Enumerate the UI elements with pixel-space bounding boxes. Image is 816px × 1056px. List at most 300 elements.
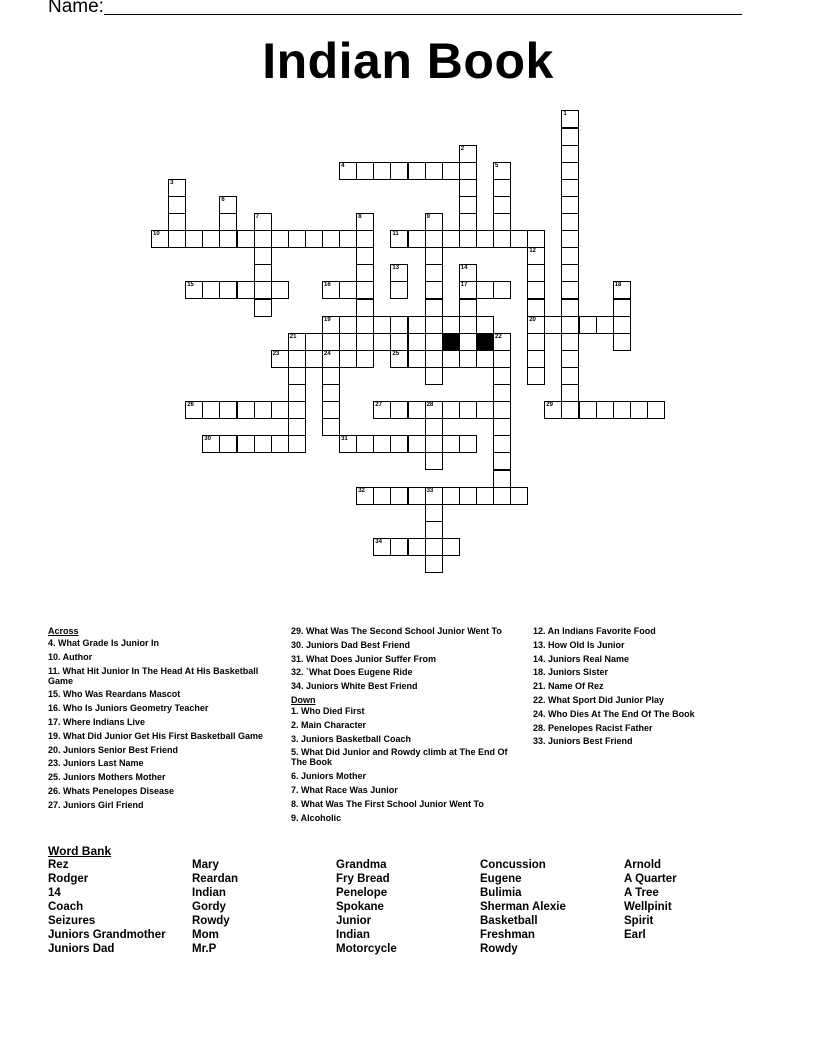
clue-item bbox=[48, 786, 270, 796]
grid-cell[interactable] bbox=[442, 401, 460, 419]
grid-cell[interactable] bbox=[647, 401, 665, 419]
clue-item-number: 4. bbox=[48, 638, 56, 648]
grid-cell[interactable] bbox=[237, 281, 255, 299]
grid-cell[interactable] bbox=[390, 401, 408, 419]
grid-cell[interactable] bbox=[219, 196, 237, 214]
grid-cell[interactable] bbox=[425, 299, 443, 317]
grid-cell[interactable] bbox=[561, 230, 579, 248]
grid-cell[interactable] bbox=[390, 162, 408, 180]
clue-item bbox=[48, 689, 270, 699]
grid-cell[interactable] bbox=[408, 350, 426, 368]
grid-cell[interactable] bbox=[408, 435, 426, 453]
grid-cell[interactable] bbox=[322, 230, 340, 248]
grid-cell[interactable] bbox=[493, 418, 511, 436]
grid-cell[interactable] bbox=[527, 281, 545, 299]
grid-cell[interactable] bbox=[339, 435, 357, 453]
clue-item-text: What Was The First School Junior Went To bbox=[298, 798, 484, 809]
word-bank-column bbox=[48, 858, 166, 956]
grid-cell[interactable] bbox=[527, 230, 545, 248]
grid-cell[interactable] bbox=[425, 230, 443, 248]
grid-cell[interactable] bbox=[459, 281, 477, 299]
grid-cell[interactable] bbox=[425, 213, 443, 231]
grid-cell[interactable] bbox=[561, 299, 579, 317]
grid-cell[interactable] bbox=[271, 401, 289, 419]
clue-item-text: What Grade Is Junior In bbox=[55, 638, 160, 648]
grid-cell[interactable] bbox=[356, 299, 374, 317]
grid-cell[interactable] bbox=[408, 401, 426, 419]
clue-number: 15 bbox=[187, 282, 194, 289]
clue-item-text: Juniors Last Name bbox=[60, 758, 144, 769]
grid-cell[interactable] bbox=[305, 350, 323, 368]
clue-item bbox=[533, 626, 773, 636]
clue-item-number: 34. bbox=[291, 681, 304, 692]
grid-cell[interactable] bbox=[459, 230, 477, 248]
grid-cell[interactable] bbox=[510, 230, 528, 248]
grid-cell[interactable] bbox=[288, 230, 306, 248]
grid-cell[interactable] bbox=[185, 401, 203, 419]
grid-cell[interactable] bbox=[168, 179, 186, 197]
grid-cell[interactable] bbox=[561, 384, 579, 402]
grid-cell[interactable] bbox=[493, 452, 511, 470]
grid-cell[interactable] bbox=[390, 487, 408, 505]
grid-cell[interactable] bbox=[425, 316, 443, 334]
clue-item bbox=[533, 654, 773, 664]
grid-cell[interactable] bbox=[322, 281, 340, 299]
clue-item-number: 8. bbox=[291, 798, 299, 809]
grid-cell[interactable] bbox=[425, 162, 443, 180]
grid-cell[interactable] bbox=[493, 179, 511, 197]
clue-item-number: 9. bbox=[291, 812, 299, 823]
grid-cell[interactable] bbox=[493, 470, 511, 488]
grid-cell[interactable] bbox=[390, 435, 408, 453]
grid-cell[interactable] bbox=[613, 299, 631, 317]
grid-cell[interactable] bbox=[527, 247, 545, 265]
grid-cell[interactable] bbox=[425, 333, 443, 351]
grid-cell[interactable] bbox=[356, 435, 374, 453]
clue-item-text: What Did Junior Get His First Basketball Game bbox=[60, 730, 264, 741]
grid-cell[interactable] bbox=[408, 230, 426, 248]
grid-cell[interactable] bbox=[561, 162, 579, 180]
clue-item-number: 31. bbox=[291, 653, 304, 664]
clue-item bbox=[291, 667, 521, 677]
grid-cell[interactable] bbox=[527, 316, 545, 334]
grid-cell[interactable] bbox=[356, 230, 374, 248]
grid-cell[interactable] bbox=[459, 401, 477, 419]
grid-cell[interactable] bbox=[630, 401, 648, 419]
grid-cell[interactable] bbox=[288, 401, 306, 419]
grid-cell[interactable] bbox=[596, 401, 614, 419]
grid-cell[interactable] bbox=[322, 418, 340, 436]
grid-cell[interactable] bbox=[579, 316, 597, 334]
grid-cell[interactable] bbox=[493, 350, 511, 368]
grid-cell[interactable] bbox=[390, 281, 408, 299]
grid-cell[interactable] bbox=[425, 538, 443, 556]
grid-cell[interactable] bbox=[493, 487, 511, 505]
clue-item-text: What Race Was Junior bbox=[298, 784, 398, 795]
grid-cell[interactable] bbox=[168, 213, 186, 231]
grid-cell[interactable] bbox=[425, 435, 443, 453]
clue-item-text: Penelopes Racist Father bbox=[545, 722, 653, 733]
grid-cell[interactable] bbox=[561, 110, 579, 128]
grid-cell[interactable] bbox=[356, 247, 374, 265]
grid-cell[interactable] bbox=[527, 264, 545, 282]
grid-cell[interactable] bbox=[459, 487, 477, 505]
grid-cell[interactable] bbox=[459, 162, 477, 180]
grid-cell[interactable] bbox=[596, 316, 614, 334]
clue-item-number: 14. bbox=[533, 653, 546, 664]
grid-cell[interactable] bbox=[288, 435, 306, 453]
grid-cell[interactable] bbox=[425, 350, 443, 368]
grid-cell[interactable] bbox=[442, 162, 460, 180]
grid-cell[interactable] bbox=[373, 162, 391, 180]
clue-item-number: 6. bbox=[291, 771, 299, 782]
grid-cell[interactable] bbox=[254, 435, 272, 453]
grid-cell[interactable] bbox=[579, 401, 597, 419]
clue-number: 22 bbox=[495, 333, 502, 340]
grid-cell[interactable] bbox=[425, 367, 443, 385]
grid-cell[interactable] bbox=[373, 401, 391, 419]
grid-cell[interactable] bbox=[254, 213, 272, 231]
grid-cell[interactable] bbox=[237, 230, 255, 248]
grid-cell[interactable] bbox=[305, 230, 323, 248]
grid-cell[interactable] bbox=[442, 435, 460, 453]
grid-cell[interactable] bbox=[373, 316, 391, 334]
grid-cell[interactable] bbox=[561, 264, 579, 282]
grid-cell[interactable] bbox=[561, 350, 579, 368]
grid-cell[interactable] bbox=[476, 230, 494, 248]
grid-cell[interactable] bbox=[322, 367, 340, 385]
word-bank-word: A Tree bbox=[624, 887, 659, 899]
grid-cell[interactable] bbox=[561, 247, 579, 265]
grid-cell[interactable] bbox=[561, 213, 579, 231]
grid-cell[interactable] bbox=[373, 487, 391, 505]
grid-cell[interactable] bbox=[356, 281, 374, 299]
grid-cell[interactable] bbox=[527, 367, 545, 385]
grid-cell[interactable] bbox=[202, 281, 220, 299]
grid-cell[interactable] bbox=[356, 264, 374, 282]
clue-item-number: 5. bbox=[291, 747, 299, 758]
clue-item bbox=[48, 703, 270, 713]
grid-cell[interactable] bbox=[168, 230, 186, 248]
grid-cell[interactable] bbox=[356, 487, 374, 505]
clue-item-number: 26. bbox=[48, 785, 61, 796]
clue-item-text: Juniors Mother bbox=[298, 771, 367, 782]
grid-cell[interactable] bbox=[442, 350, 460, 368]
clue-item bbox=[533, 736, 773, 746]
word-bank-word: Penelope bbox=[336, 887, 388, 899]
grid-cell[interactable] bbox=[322, 316, 340, 334]
grid-cell[interactable] bbox=[168, 196, 186, 214]
grid-cell[interactable] bbox=[339, 316, 357, 334]
grid-cell[interactable] bbox=[219, 281, 237, 299]
grid-cell[interactable] bbox=[408, 316, 426, 334]
grid-cell[interactable] bbox=[476, 316, 494, 334]
grid-cell[interactable] bbox=[202, 435, 220, 453]
grid-cell[interactable] bbox=[613, 281, 631, 299]
clue-item-number: 23. bbox=[48, 758, 61, 769]
clue-item-text: Alcoholic bbox=[298, 812, 342, 823]
grid-cell[interactable] bbox=[459, 213, 477, 231]
grid-cell[interactable] bbox=[271, 281, 289, 299]
grid-cell[interactable] bbox=[408, 162, 426, 180]
clue-item bbox=[48, 717, 270, 727]
grid-cell[interactable] bbox=[373, 333, 391, 351]
clue-item-number: 30. bbox=[291, 639, 304, 650]
grid-cell[interactable] bbox=[425, 281, 443, 299]
grid-cell[interactable] bbox=[476, 281, 494, 299]
grid-cell[interactable] bbox=[219, 213, 237, 231]
grid-cell[interactable] bbox=[493, 196, 511, 214]
clue-number: 33 bbox=[426, 487, 434, 494]
grid-cell[interactable] bbox=[476, 487, 494, 505]
grid-cell[interactable] bbox=[493, 230, 511, 248]
grid-cell[interactable] bbox=[561, 367, 579, 385]
grid-cell[interactable] bbox=[219, 435, 237, 453]
clue-item-number: 7. bbox=[291, 784, 299, 795]
grid-cell[interactable] bbox=[288, 384, 306, 402]
clue-item bbox=[48, 666, 270, 686]
grid-cell[interactable] bbox=[459, 333, 477, 351]
grid-cell[interactable] bbox=[493, 401, 511, 419]
grid-cell[interactable] bbox=[561, 128, 579, 146]
grid-cell[interactable] bbox=[527, 299, 545, 317]
grid-cell[interactable] bbox=[459, 179, 477, 197]
clue-item-number: 11. bbox=[48, 665, 61, 676]
clue-item bbox=[48, 731, 270, 741]
clue-item-text: Main Character bbox=[298, 719, 367, 730]
grid-cell[interactable] bbox=[510, 487, 528, 505]
grid-cell[interactable] bbox=[185, 281, 203, 299]
grid-cell[interactable] bbox=[254, 281, 272, 299]
grid-cell[interactable] bbox=[613, 401, 631, 419]
grid-cell[interactable] bbox=[305, 333, 323, 351]
clue-item-number: 22. bbox=[533, 694, 546, 705]
grid-cell[interactable] bbox=[237, 435, 255, 453]
clue-number: 19 bbox=[324, 316, 331, 323]
clue-number: 9 bbox=[426, 214, 430, 220]
grid-cell[interactable] bbox=[356, 350, 374, 368]
grid-cell[interactable] bbox=[425, 401, 443, 419]
grid-cell[interactable] bbox=[425, 555, 443, 573]
grid-cell[interactable] bbox=[459, 196, 477, 214]
grid-cell[interactable] bbox=[151, 230, 169, 248]
word-bank-word: Fry Bread bbox=[336, 873, 390, 885]
clue-item-number: 24. bbox=[533, 708, 546, 719]
grid-cell[interactable] bbox=[271, 435, 289, 453]
grid-cell[interactable] bbox=[459, 299, 477, 317]
grid-cell[interactable] bbox=[459, 350, 477, 368]
grid-cell[interactable] bbox=[254, 264, 272, 282]
word-bank-word: Junior bbox=[336, 915, 372, 927]
name-label: Name: bbox=[48, 0, 104, 17]
grid-cell[interactable] bbox=[339, 350, 357, 368]
grid-cell[interactable] bbox=[493, 162, 511, 180]
grid-cell[interactable] bbox=[561, 281, 579, 299]
clue-number: 3 bbox=[170, 179, 174, 186]
grid-cell[interactable] bbox=[185, 230, 203, 248]
grid-cell[interactable] bbox=[390, 333, 408, 351]
word-bank-word: Eugene bbox=[480, 873, 522, 885]
grid-cell[interactable] bbox=[288, 333, 306, 351]
clue-number: 16 bbox=[324, 282, 331, 289]
grid-cell[interactable] bbox=[613, 316, 631, 334]
grid-cell[interactable] bbox=[425, 504, 443, 522]
grid-cell[interactable] bbox=[356, 333, 374, 351]
grid-cell[interactable] bbox=[425, 452, 443, 470]
word-bank-word: Bulimia bbox=[480, 887, 522, 899]
clue-item bbox=[533, 723, 773, 733]
clue-item bbox=[48, 652, 270, 662]
grid-cell[interactable] bbox=[288, 350, 306, 368]
word-bank-word: Motorcycle bbox=[336, 943, 397, 955]
grid-cell[interactable] bbox=[425, 418, 443, 436]
grid-cell[interactable] bbox=[442, 230, 460, 248]
clue-item-number: 20. bbox=[48, 744, 61, 755]
grid-cell[interactable] bbox=[442, 538, 460, 556]
clue-number: 27 bbox=[375, 402, 382, 409]
grid-cell[interactable] bbox=[544, 316, 562, 334]
grid-cell[interactable] bbox=[322, 350, 340, 368]
clue-item-text: Juniors White Best Friend bbox=[303, 681, 418, 692]
grid-cell[interactable] bbox=[356, 213, 374, 231]
grid-cell[interactable] bbox=[339, 162, 357, 180]
grid-cell[interactable] bbox=[459, 264, 477, 282]
word-bank-word: Indian bbox=[192, 887, 226, 899]
clues-column-2 bbox=[291, 626, 521, 826]
grid-cell[interactable] bbox=[425, 521, 443, 539]
word-bank-word: Rowdy bbox=[480, 943, 518, 955]
clue-item-number: 3. bbox=[291, 733, 299, 744]
grid-cell[interactable] bbox=[425, 247, 443, 265]
grid-cell[interactable] bbox=[254, 230, 272, 248]
clue-item-number: 25. bbox=[48, 772, 61, 783]
word-bank-word: Coach bbox=[48, 901, 84, 913]
grid-cell[interactable] bbox=[219, 230, 237, 248]
grid-cell[interactable] bbox=[442, 316, 460, 334]
grid-cell[interactable] bbox=[527, 333, 545, 351]
clue-item bbox=[291, 654, 521, 664]
grid-cell[interactable] bbox=[322, 333, 340, 351]
grid-cell[interactable] bbox=[356, 316, 374, 334]
grid-cell[interactable] bbox=[219, 401, 237, 419]
grid-cell[interactable] bbox=[561, 333, 579, 351]
grid-cell[interactable] bbox=[527, 350, 545, 368]
grid-cell[interactable] bbox=[271, 350, 289, 368]
grid-cell[interactable] bbox=[561, 145, 579, 163]
grid-cell[interactable] bbox=[254, 401, 272, 419]
clue-item bbox=[48, 800, 270, 810]
grid-cell[interactable] bbox=[561, 196, 579, 214]
grid-cell[interactable] bbox=[254, 299, 272, 317]
word-bank-word: Juniors Dad bbox=[48, 943, 115, 955]
grid-cell[interactable] bbox=[237, 401, 255, 419]
grid-cell[interactable] bbox=[493, 281, 511, 299]
clue-number: 30 bbox=[204, 436, 211, 443]
grid-cell[interactable] bbox=[373, 435, 391, 453]
grid-cell[interactable] bbox=[288, 367, 306, 385]
grid-cell[interactable] bbox=[493, 367, 511, 385]
grid-cell[interactable] bbox=[493, 333, 511, 351]
grid-cell[interactable] bbox=[390, 538, 408, 556]
grid-cell[interactable] bbox=[339, 281, 357, 299]
grid-cell[interactable] bbox=[202, 230, 220, 248]
clue-item bbox=[291, 785, 521, 795]
grid-cell[interactable] bbox=[476, 350, 494, 368]
word-bank-word: Spirit bbox=[624, 915, 654, 927]
grid-cell[interactable] bbox=[561, 401, 579, 419]
grid-cell[interactable] bbox=[493, 213, 511, 231]
grid-cell[interactable] bbox=[390, 230, 408, 248]
clue-number: 8 bbox=[358, 214, 362, 220]
grid-cell[interactable] bbox=[561, 179, 579, 197]
grid-cell[interactable] bbox=[493, 384, 511, 402]
grid-cell[interactable] bbox=[442, 487, 460, 505]
grid-cell[interactable] bbox=[390, 316, 408, 334]
clue-item bbox=[291, 734, 521, 744]
clue-item-text: Juniors Real Name bbox=[545, 653, 630, 664]
grid-cell[interactable] bbox=[339, 230, 357, 248]
grid-cell[interactable] bbox=[408, 538, 426, 556]
clue-number: 21 bbox=[289, 333, 297, 340]
clue-item bbox=[291, 681, 521, 691]
grid-cell[interactable] bbox=[613, 333, 631, 351]
clue-item-text: Juniors Dad Best Friend bbox=[303, 639, 411, 650]
clues-column-3 bbox=[533, 626, 773, 750]
clue-number: 7 bbox=[255, 214, 259, 220]
clue-item bbox=[533, 667, 773, 677]
grid-cell[interactable] bbox=[459, 316, 477, 334]
grid-cell[interactable] bbox=[493, 435, 511, 453]
grid-cell[interactable] bbox=[339, 333, 357, 351]
grid-cell[interactable] bbox=[544, 401, 562, 419]
clue-item bbox=[533, 709, 773, 719]
clue-item-text: Who Was Reardans Mascot bbox=[60, 689, 181, 700]
clue-item-number: 19. bbox=[48, 730, 61, 741]
grid-cell[interactable] bbox=[390, 350, 408, 368]
grid-cell[interactable] bbox=[425, 487, 443, 505]
grid-cell[interactable] bbox=[288, 418, 306, 436]
grid-cell[interactable] bbox=[202, 401, 220, 419]
grid-cell[interactable] bbox=[408, 487, 426, 505]
clue-number: 24 bbox=[324, 350, 331, 357]
grid-cell[interactable] bbox=[459, 145, 477, 163]
grid-cell[interactable] bbox=[356, 162, 374, 180]
clue-item-number: 10. bbox=[48, 651, 61, 662]
grid-cell[interactable] bbox=[322, 401, 340, 419]
grid-cell[interactable] bbox=[408, 333, 426, 351]
clue-item-number: 29. bbox=[291, 626, 304, 636]
clue-item-number: 12. bbox=[533, 626, 546, 636]
clue-item bbox=[291, 813, 521, 823]
grid-cell[interactable] bbox=[322, 384, 340, 402]
word-bank-word: Indian bbox=[336, 929, 370, 941]
grid-cell[interactable] bbox=[271, 230, 289, 248]
grid-cell[interactable] bbox=[561, 316, 579, 334]
clue-item bbox=[48, 638, 270, 648]
clue-item-text: Juniors Basketball Coach bbox=[298, 733, 412, 744]
clue-number: 17 bbox=[460, 282, 468, 289]
grid-cell[interactable] bbox=[425, 264, 443, 282]
grid-cell[interactable] bbox=[390, 264, 408, 282]
grid-cell[interactable] bbox=[254, 247, 272, 265]
word-bank-word: Rodger bbox=[48, 873, 89, 885]
grid-cell[interactable] bbox=[459, 435, 477, 453]
clue-number: 23 bbox=[272, 350, 280, 357]
grid-cell[interactable] bbox=[476, 401, 494, 419]
clue-item-text: `What Does Eugene Ride bbox=[303, 667, 413, 678]
grid-cell[interactable] bbox=[373, 538, 391, 556]
page-title: Indian Book bbox=[262, 33, 554, 89]
